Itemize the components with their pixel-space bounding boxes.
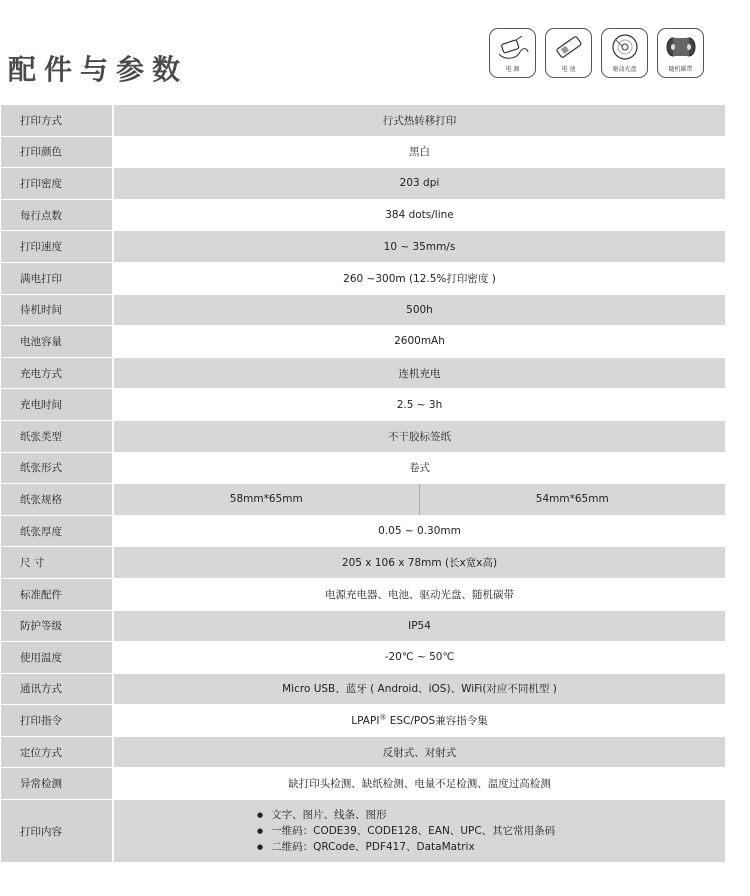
accessory-label: 驱动光盘 — [612, 66, 637, 73]
spec-value: IP54 — [113, 610, 725, 642]
spec-label: 打印颜色 — [1, 136, 113, 168]
spec-label: 标准配件 — [1, 578, 113, 610]
spec-value — [113, 705, 725, 737]
spec-label: 打印内容 — [1, 800, 113, 863]
spec-value: 黑白 — [113, 136, 725, 168]
list-item: ● 文字、图片、线条、图形 — [257, 807, 582, 823]
spec-value: 10 ~ 35mm/s — [113, 231, 725, 263]
spec-label: 尺 寸 — [1, 547, 113, 579]
table-row — [1, 389, 725, 421]
driver-disc-icon — [608, 34, 642, 62]
spec-value — [113, 800, 725, 863]
spec-label: 打印速度 — [1, 231, 113, 263]
table-row — [1, 105, 725, 136]
spec-value-main: LPAPI — [351, 715, 380, 728]
accessory-label: 随机碳带 — [668, 66, 693, 73]
table-row — [1, 452, 725, 484]
battery-icon — [552, 34, 586, 62]
spec-value: 2600mAh — [113, 326, 725, 358]
spec-label: 打印方式 — [1, 105, 113, 136]
table-row — [1, 800, 725, 863]
accessory-ribbon — [657, 28, 704, 78]
table-row — [1, 642, 725, 674]
spec-value: 反射式、对射式 — [113, 736, 725, 768]
spec-label: 通讯方式 — [1, 673, 113, 705]
table-row — [1, 136, 725, 168]
print-content-list — [257, 807, 582, 855]
spec-value: 384 dots/line — [113, 199, 725, 231]
accessory-battery — [545, 28, 592, 78]
spec-value: 203 dpi — [113, 168, 725, 200]
table-row — [1, 357, 725, 389]
accessory-label: 电 池 — [561, 66, 576, 73]
ribbon-icon — [664, 34, 698, 62]
spec-value: 不干胶标签纸 — [113, 420, 725, 452]
page-title: 配件与参数 — [8, 53, 189, 86]
table-row — [1, 199, 725, 231]
accessory-label: 电 源 — [505, 66, 520, 73]
table-row — [1, 610, 725, 642]
spec-label: 充电方式 — [1, 357, 113, 389]
list-item: ● 二维码：QRCode、PDF417、DataMatrix — [257, 839, 582, 855]
spec-label: 防护等级 — [1, 610, 113, 642]
table-row — [1, 231, 725, 263]
spec-value-left: 58mm*65mm — [113, 484, 419, 516]
spec-value: 500h — [113, 294, 725, 326]
spec-value: 行式热转移打印 — [113, 105, 725, 136]
spec-value: 缺打印头检测、缺纸检测、电量不足检测、温度过高检测 — [113, 768, 725, 800]
spec-label: 纸张类型 — [1, 420, 113, 452]
spec-label: 满电打印 — [1, 262, 113, 294]
table-row — [1, 484, 725, 516]
spec-value-right: 54mm*65mm — [419, 484, 725, 516]
spec-label: 充电时间 — [1, 389, 113, 421]
table-row — [1, 515, 725, 547]
spec-label: 使用温度 — [1, 642, 113, 674]
accessory-power-adapter — [489, 28, 536, 78]
spec-value: 0.05 ~ 0.30mm — [113, 515, 725, 547]
spec-label: 打印指令 — [1, 705, 113, 737]
spec-value: 205 x 106 x 78mm (长x宽x高) — [113, 547, 725, 579]
table-row — [1, 262, 725, 294]
table-row — [1, 578, 725, 610]
spec-value: 2.5 ~ 3h — [113, 389, 725, 421]
spec-label: 纸张规格 — [1, 484, 113, 516]
spec-value: 260 ~300m (12.5%打印密度 ) — [113, 262, 725, 294]
spec-label: 异常检测 — [1, 768, 113, 800]
table-row — [1, 673, 725, 705]
spec-value: 电源充电器、电池、驱动光盘、随机碳带 — [113, 578, 725, 610]
table-row — [1, 547, 725, 579]
spec-label: 每行点数 — [1, 199, 113, 231]
spec-label: 纸张形式 — [1, 452, 113, 484]
spec-value: 卷式 — [113, 452, 725, 484]
table-row — [1, 168, 725, 200]
table-row — [1, 326, 725, 358]
spec-label: 打印密度 — [1, 168, 113, 200]
table-row — [1, 420, 725, 452]
list-item: ● 一维码：CODE39、CODE128、EAN、UPC、其它常用条码 — [257, 823, 582, 839]
spec-value: -20℃ ~ 50℃ — [113, 642, 725, 674]
spec-label: 定位方式 — [1, 736, 113, 768]
table-row — [1, 705, 725, 737]
power-adapter-icon — [496, 34, 530, 62]
spec-label: 电池容量 — [1, 326, 113, 358]
registered-mark: ® — [379, 713, 387, 722]
accessory-icons — [489, 28, 704, 78]
spec-label: 纸张厚度 — [1, 515, 113, 547]
table-row — [1, 294, 725, 326]
spec-label: 待机时间 — [1, 294, 113, 326]
spec-value: 连机充电 — [113, 357, 725, 389]
spec-value: Micro USB、蓝牙 ( Android、iOS)、WiFi(对应不同机型 ) — [113, 673, 725, 705]
accessory-driver-disc — [601, 28, 648, 78]
spec-table — [1, 105, 725, 863]
table-row — [1, 768, 725, 800]
spec-value-rest: ESC/POS兼容指令集 — [386, 715, 488, 728]
table-row — [1, 736, 725, 768]
